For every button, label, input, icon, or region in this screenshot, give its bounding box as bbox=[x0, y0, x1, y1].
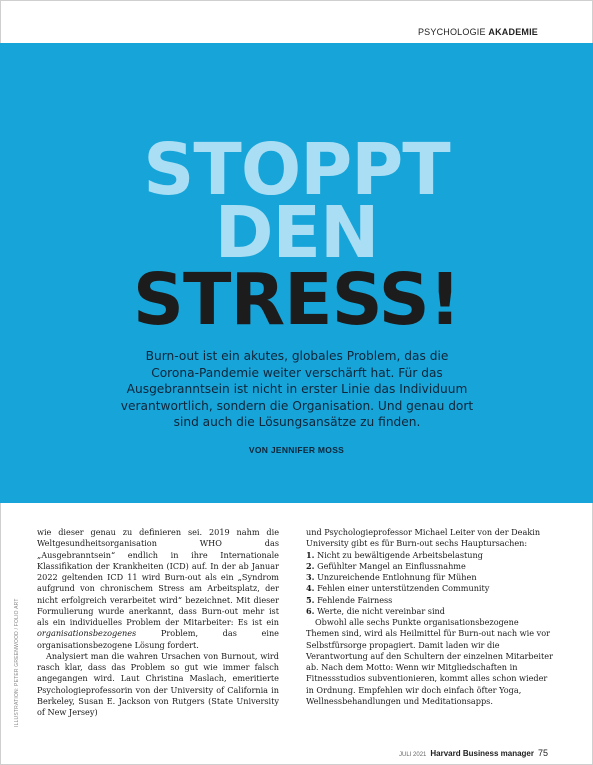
emphasis-text: organisationsbezogenes bbox=[37, 628, 137, 639]
list-text: Fehlende Fairness bbox=[317, 594, 393, 605]
list-item bbox=[306, 561, 554, 572]
section-tag bbox=[418, 27, 538, 37]
subsection-label: AKADEMIE bbox=[488, 27, 538, 37]
list-item bbox=[306, 583, 554, 594]
list-number: 2. bbox=[306, 560, 315, 571]
paragraph: Analysiert man die wahren Ursachen von Burnout, wird rasch klar, dass das Problem so gut wie immer falsch angegangen wird. Laut Christina Maslach, emeritierte Psychologieprofessorin von der University of California in Berkeley, Susan E. Jackson von Rutgers (State University of New Jersey) bbox=[37, 650, 279, 717]
list-number: 6. bbox=[306, 605, 315, 616]
section-label: PSYCHOLOGIE bbox=[417, 27, 486, 37]
right-column bbox=[306, 527, 554, 707]
page-number: 75 bbox=[537, 748, 548, 758]
list-item bbox=[306, 550, 554, 561]
list-number: 1. bbox=[306, 549, 315, 560]
list-item bbox=[306, 595, 554, 606]
list-text: Werte, die nicht vereinbar sind bbox=[317, 605, 445, 616]
paragraph: und Psychologieprofessor Michael Leiter von der Deakin University gibt es für Burn-out sechs Hauptursachen: bbox=[306, 527, 541, 549]
list-number: 5. bbox=[306, 594, 315, 605]
issue-date: JULI 2021 bbox=[399, 752, 427, 758]
list-number: 4. bbox=[306, 583, 315, 594]
page-footer bbox=[399, 748, 548, 758]
list-text: Nicht zu bewältigende Arbeitsbelastung bbox=[317, 549, 483, 560]
headline-line-1: STOPPT bbox=[143, 128, 450, 211]
paragraph-text: Problem, das eine organisationsbezogene Lösung fordert. bbox=[37, 628, 279, 650]
byline: VON JENNIFER MOSS bbox=[248, 445, 345, 455]
headline-line-2: DEN bbox=[214, 191, 379, 274]
list-number: 3. bbox=[306, 572, 315, 582]
left-column bbox=[37, 527, 279, 718]
list-text: Gefühlter Mangel an Einflussnahme bbox=[317, 560, 466, 571]
headline-line-3: STRESS! bbox=[132, 258, 461, 341]
magazine-name: Harvard Business manager bbox=[430, 749, 534, 758]
paragraph bbox=[37, 527, 279, 651]
list-text: Fehlen einer unterstützenden Community bbox=[317, 583, 490, 594]
illustration-credit: ILLUSTRATION: PETER GREENWOOD / FOLIO ART bbox=[14, 598, 20, 727]
paragraph: Obwohl alle sechs Punkte organisationsbezogene Themen sind, wird als Heilmittel für Burn-out nach wie vor Selbstfürsorge propagiert. Damit laden wir die Verantwortung auf den Schultern der einzelnen Mitarbeiter ab. Nach dem Motto: Wenn wir Mitgliedschaften in Fitnessstudios subventionieren, kommt alles schon wieder in Ordnung. Empfehlen wir doch einfach öfter Yoga, Wellnessbehandlungen und Meditationsapps. bbox=[306, 617, 553, 706]
list-item bbox=[306, 606, 554, 617]
article-dek: Burn-out ist ein akutes, globales Problem, das die Corona-Pandemie weiter verschärft hat. Für das Ausgebranntsein ist nicht in erster Linie das Individuum verantwortlich, sondern die Organisation. Und genau dort sind auch die Lösungsansätze zu finden. bbox=[120, 349, 474, 429]
list-text: Unzureichende Entlohnung für Mühen bbox=[317, 572, 477, 582]
causes-list bbox=[306, 550, 554, 618]
list-item bbox=[306, 572, 554, 583]
paragraph-text: wie dieser genau zu definieren sei. 2019 nahm die Weltgesundheitsorganisation WHO das „Ausgebranntsein“ endlich in ihre Internationale Klassifikation der Krankheiten (ICD) auf. In der ab Januar 2022 geltenden ICD 11 wird Burn-out als ein „Syndrom aufgrund von chronischem Stress am Arbeitsplatz, der nicht erfolgreich verarbeitet wird“ bezeichnet. Mit dieser Formulierung wurde anerkannt, dass Burn-out mehr ist als ein individuelles Problem der Mitarbeiter: Es ist ein bbox=[37, 527, 279, 627]
